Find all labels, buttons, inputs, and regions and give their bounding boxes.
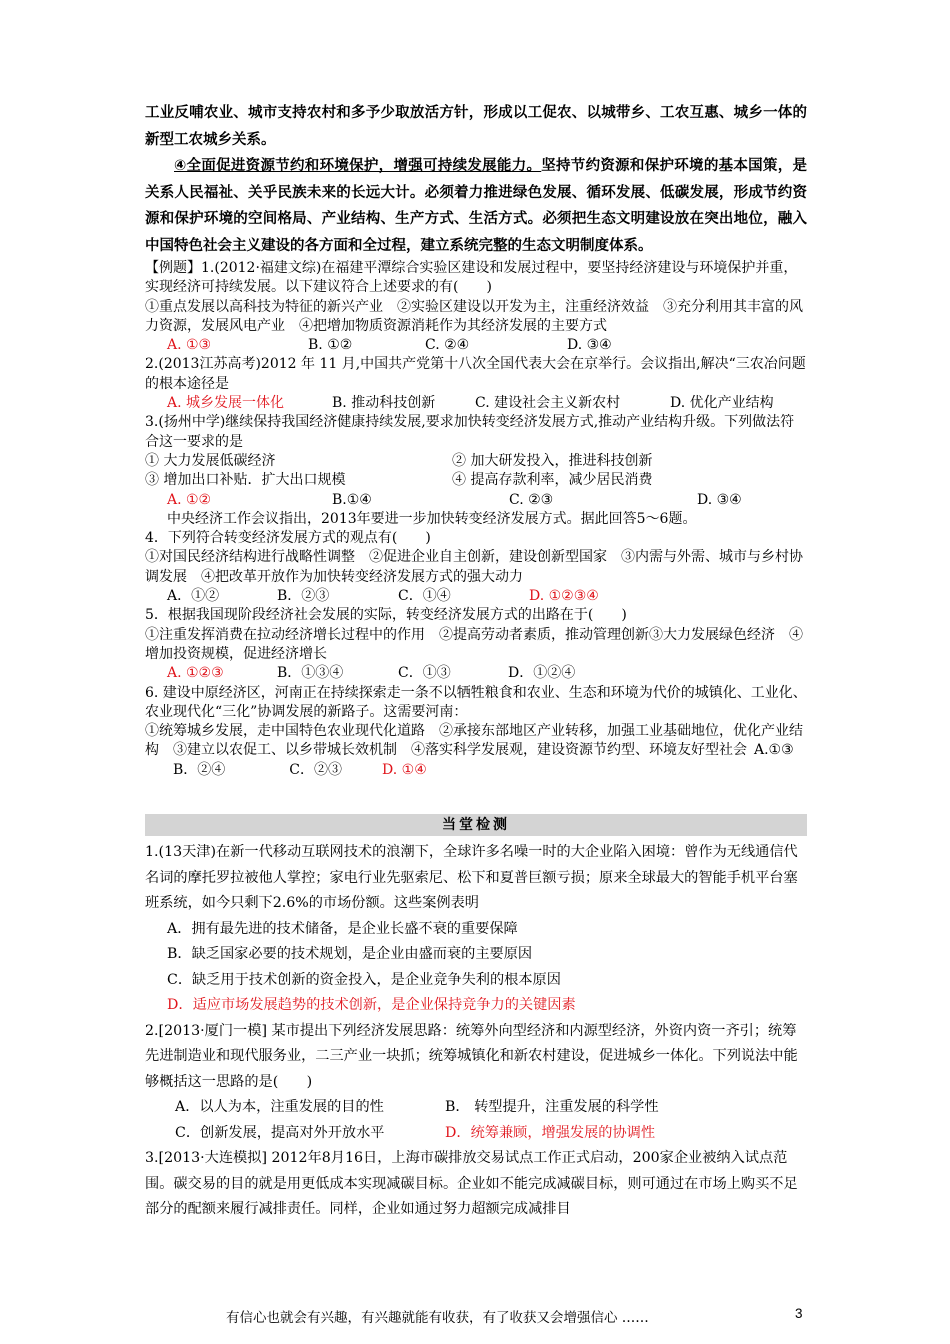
option-d: D. ③④ [567,337,612,354]
example-q3-items-row-1 [145,452,807,471]
example-q5-options [145,664,807,683]
footer-motto: 有信心也就会有兴趣，有兴趣就能有收获，有了收获又会增强信心 …… [226,1310,649,1326]
option-d: D. 优化产业结构 [670,395,774,412]
option-a: A. 城乡发展一体化 [167,395,285,412]
option-d: D. ③④ [697,491,742,508]
test-q2-options-row-1 [145,1095,807,1121]
option-c: C．创新发展，提高对外开放水平 [175,1124,385,1141]
example-q3: 3.(扬州中学)继续保持我国经济健康持续发展,要求加快转变经济发展方式,推动产业结构升级。下列做法符合这一要求的是 [145,414,795,450]
example-q1: 【例题】1.(2012·福建文综)在福建平潭综合实验区建设和发展过程中，要坚持经济建设与环境保护并重，实现经济可持续发展。以下建议符合上述要求的有( ) [145,260,798,296]
item-2: ② 加大研发投入，推进科技创新 [452,452,653,469]
test-section [145,840,807,1223]
example-q4-items: ①对国民经济结构进行战略性调整 ②促进企业自主创新，建设创新型国家 ③内需与外需、城市与乡村协调发展 ④把改革开放作为加快转变经济发展方式的强大动力 [145,549,803,585]
option-a: A. ①② [167,491,212,508]
option-d: D．统筹兼顾，增强发展的协调性 [445,1124,656,1141]
item-3: ③ 增加出口补贴．扩大出口规模 [145,472,346,489]
option-c: C．①③ [398,665,451,682]
option-c: C. ②④ [425,337,470,354]
option-a: A．①② [167,588,220,605]
test-q1-option-c: C．缺乏用于技术创新的资金投入，是企业竞争失利的根本原因 [167,971,561,988]
example-q4: 4．下列符合转变经济发展方式的观点有( ) [145,530,431,547]
option-b: B. ①② [308,337,353,354]
option-c: C．①④ [398,588,451,605]
option-b: B． 转型提升，注重发展的科学性 [445,1099,659,1116]
intro-paragraph-1: 工业反哺农业、城市支持农村和多予少取放活方针，形成以工促农、以城带乡、工农互惠、城乡一体的新型工农城乡关系。 [145,105,807,148]
intro-paragraph-2 [145,153,807,259]
option-b: B.①④ [332,491,372,508]
test-q1-option-a: A．拥有最先进的技术储备，是企业长盛不衰的重要保障 [167,920,518,937]
option-c: C．②③ [289,761,343,778]
item-1: ① 大力发展低碳经济 [145,452,276,469]
option-b: B．①③④ [277,665,344,682]
intro-section [145,100,807,259]
option-b: B．②③ [277,588,330,605]
shared-stem: 中央经济工作会议指出，2013年要进一步加快转变经济发展方式。据此回答5～6题。 [167,510,697,527]
option-d: D. ①②③④ [529,588,599,605]
test-q2-options-row-2 [145,1121,807,1147]
option-a: A.①③ [754,742,794,759]
intro-heading-underlined: ④全面促进资源节约和环境保护，增强可持续发展能力。 [174,158,542,174]
option-c: C. ②③ [509,491,554,508]
example-q2: 2.(2013江苏高考)2012 年 11 月,中国共产党第十八次全国代表大会在京举行。会议指出,解决“三农冶问题的根本途径是 [145,356,806,392]
examples-section [145,259,807,780]
option-c: C. 建设社会主义新农村 [475,395,621,412]
option-a: A. ①③ [167,337,212,354]
page-content [145,100,807,1223]
example-q1-items: ①重点发展以高科技为特征的新兴产业 ②实验区建设以开发为主，注重经济效益 ③充分利用其丰富的风力资源，发展风电产业 ④把增加物质资源消耗作为其经济发展的主要方式 [145,298,803,334]
example-q4-options [145,587,807,606]
option-b: B．②④ [173,761,226,778]
example-q3-options [145,491,807,510]
test-q1-option-b: B．缺乏国家必要的技术规划，是企业由盛而衰的主要原因 [167,946,533,963]
example-q2-options [145,394,807,413]
example-q1-options [145,336,807,355]
example-q6-items [145,722,807,780]
example-q3-items-row-2 [145,471,807,490]
example-q6-items-text: ①统筹城乡发展，走中国特色农业现代化道路 ②承接东部地区产业转移，加强工业基础地位，优化产业结构 ③建立以农促工、以乡带城长效机制 ④落实科学发展观，建设资源节约型、环境友好型社会 [145,723,803,759]
test-q2: 2.[2013·厦门一模] 某市提出下列经济发展思路：统筹外向型经济和内源型经济，外资内资一齐引；统筹先进制造业和现代服务业，二三产业一块抓；统筹城镇化和新农村建设，促进城乡一体化。下列说法中能够概括这一思路的是( ) [145,1022,798,1090]
item-4: ④ 提高存款利率，减少居民消费 [452,472,653,489]
section-banner: 当堂检测 [145,814,807,836]
option-a: A. ①②③ [167,665,224,682]
example-q6: 6. 建设中原经济区，河南正在持续探索走一条不以牺牲粮食和农业、生态和环境为代价的城镇化、工业化、农业现代化“三化”协调发展的新路子。这需要河南： [145,684,807,720]
test-q1-option-d: D．适应市场发展趋势的技术创新，是企业保持竞争力的关键因素 [167,997,576,1014]
intro-paragraph-2-body: 坚持节约资源和保护环境的基本国策，是关系人民福祉、关乎民族未来的长远大计。必须着力推进绿色发展、循环发展、低碳发展，形成节约资源和保护环境的空间格局、产业结构、生产方式、生活方式。必须把生态文明建设放在突出地位，融入中国特色社会主义建设的各方面和全过程，建立系统完整的生态文明制度体系。 [145,158,807,254]
page-number: 3 [795,1306,803,1321]
option-a: A．以人为本，注重发展的目的性 [175,1099,384,1116]
example-q5-items: ①注重发挥消费在拉动经济增长过程中的作用 ②提高劳动者素质，推动管理创新③大力发展绿色经济 ④增加投资规模，促进经济增长 [145,626,803,662]
option-d: D. ①④ [382,761,427,778]
test-q3: 3.[2013·大连模拟] 2012年8月16日，上海市碳排放交易试点工作正式启动，200家企业被纳入试点范围。碳交易的目的就是用更低成本实现减碳目标。企业如不能完成减碳目标，则可通过在市场上购买不足部分的配额来履行减排责任。同样，企业如通过努力超额完成减排目 [145,1150,798,1218]
option-b: B. 推动科技创新 [332,395,436,412]
example-q5: 5．根据我国现阶段经济社会发展的实际，转变经济发展方式的出路在于( ) [145,607,627,624]
test-q1: 1.(13天津)在新一代移动互联网技术的浪潮下，全球许多名噪一时的大企业陷入困境：曾作为无线通信代名词的摩托罗拉被他人掌控；家电行业先驱索尼、松下和夏普巨额亏损；原来全球最大的智能手机平台塞班系统，如今只剩下2.6%的市场份额。这些案例表明 [145,844,798,912]
option-d: D．①②④ [508,665,576,682]
